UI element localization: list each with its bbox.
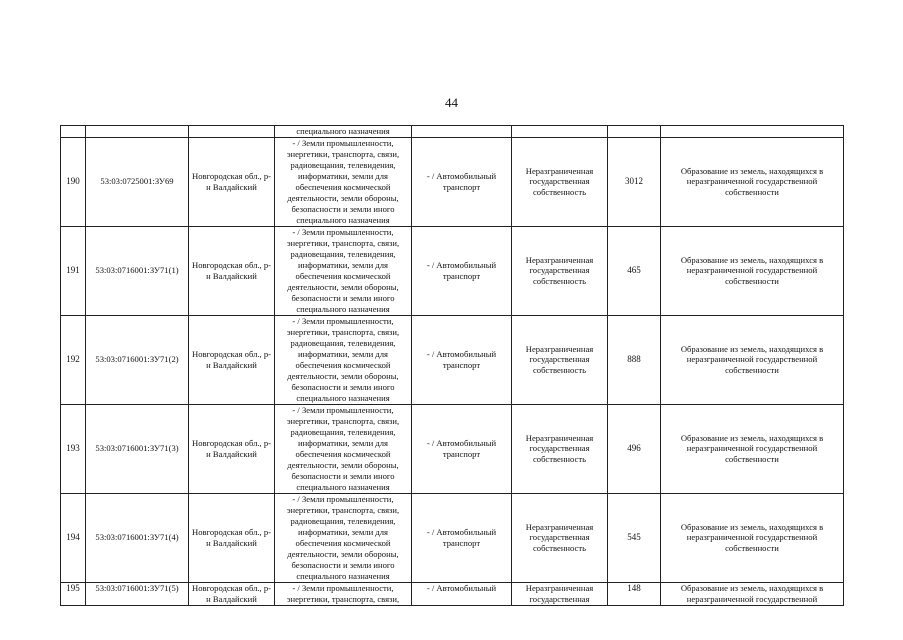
cell-empty — [608, 126, 661, 138]
cell-area: 3012 — [608, 137, 661, 226]
cell-area: 888 — [608, 315, 661, 404]
cell-category: - / Земли промышленности, энергетики, транспорта, связи, радиовещания, телевидения, информатики, земли для обеспечения космической деятельности, земли обороны, безопасности и земли иного специального назначения — [275, 493, 412, 582]
cell-number: 195 — [61, 582, 86, 605]
cell-area: 148 — [608, 582, 661, 605]
cell-empty — [189, 126, 275, 138]
cell-address: Новгородская обл., р-н Валдайский — [189, 315, 275, 404]
cell-ownership: Неразграниченная государственная собственность — [512, 315, 608, 404]
table-row — [61, 493, 844, 582]
cell-area: 465 — [608, 226, 661, 315]
cell-permitted-use: - / Автомобильный транспорт — [412, 226, 512, 315]
page-number: 44 — [445, 95, 458, 110]
table-row — [61, 404, 844, 493]
table-row — [61, 315, 844, 404]
cell-number: 194 — [61, 493, 86, 582]
cell-category: - / Земли промышленности, энергетики, транспорта, связи, радиовещания, телевидения, информатики, земли для обеспечения космической деятельности, земли обороны, безопасности и земли иного специального назначения — [275, 404, 412, 493]
cell-cadastral-number: 53:03:0725001:ЗУ69 — [86, 137, 189, 226]
table-row — [61, 582, 844, 605]
cell-address: Новгородская обл., р-н Валдайский — [189, 582, 275, 605]
cell-category: специального назначения — [275, 126, 412, 138]
cell-empty — [512, 126, 608, 138]
cell-formation-method: Образование из земель, находящихся в неразграниченной государственной собственности — [661, 315, 844, 404]
cell-cadastral-number: 53:03:0716001:ЗУ71(3) — [86, 404, 189, 493]
cell-empty — [412, 126, 512, 138]
cell-permitted-use: - / Автомобильный транспорт — [412, 315, 512, 404]
cell-category: - / Земли промышленности, энергетики, транспорта, связи, радиовещания, телевидения, информатики, земли для обеспечения космической деятельности, земли обороны, безопасности и земли иного специального назначения — [275, 315, 412, 404]
cell-address: Новгородская обл., р-н Валдайский — [189, 404, 275, 493]
cell-formation-method: Образование из земель, находящихся в неразграниченной государственной — [661, 582, 844, 605]
cell-permitted-use: - / Автомобильный — [412, 582, 512, 605]
cell-address: Новгородская обл., р-н Валдайский — [189, 493, 275, 582]
table-row — [61, 226, 844, 315]
cell-ownership: Неразграниченная государственная собственность — [512, 493, 608, 582]
cell-area: 545 — [608, 493, 661, 582]
cell-category: - / Земли промышленности, энергетики, транспорта, связи, радиовещания, телевидения, информатики, земли для обеспечения космической деятельности, земли обороны, безопасности и земли иного специального назначения — [275, 137, 412, 226]
table-row — [61, 137, 844, 226]
cell-category: - / Земли промышленности, энергетики, транспорта, связи, радиовещания, телевидения, информатики, земли для обеспечения космической деятельности, земли обороны, безопасности и земли иного специального назначения — [275, 226, 412, 315]
cell-cadastral-number: 53:03:0716001:ЗУ71(4) — [86, 493, 189, 582]
cell-number: 191 — [61, 226, 86, 315]
cell-formation-method: Образование из земель, находящихся в неразграниченной государственной собственности — [661, 493, 844, 582]
cell-number: 193 — [61, 404, 86, 493]
cell-category: - / Земли промышленности, энергетики, транспорта, связи, — [275, 582, 412, 605]
cell-empty — [86, 126, 189, 138]
cell-formation-method: Образование из земель, находящихся в неразграниченной государственной собственности — [661, 226, 844, 315]
cell-permitted-use: - / Автомобильный транспорт — [412, 137, 512, 226]
cell-formation-method: Образование из земель, находящихся в неразграниченной государственной собственности — [661, 137, 844, 226]
cell-ownership: Неразграниченная государственная собственность — [512, 404, 608, 493]
land-parcels-table — [60, 125, 844, 606]
cell-permitted-use: - / Автомобильный транспорт — [412, 493, 512, 582]
cell-empty — [61, 126, 86, 138]
cell-number: 192 — [61, 315, 86, 404]
cell-address: Новгородская обл., р-н Валдайский — [189, 137, 275, 226]
cell-area: 496 — [608, 404, 661, 493]
cell-ownership: Неразграниченная государственная — [512, 582, 608, 605]
cell-empty — [661, 126, 844, 138]
cell-cadastral-number: 53:03:0716001:ЗУ71(2) — [86, 315, 189, 404]
cell-ownership: Неразграниченная государственная собственность — [512, 226, 608, 315]
cell-number: 190 — [61, 137, 86, 226]
cell-cadastral-number: 53:03:0716001:ЗУ71(1) — [86, 226, 189, 315]
continuation-row — [61, 126, 844, 138]
cell-cadastral-number: 53:03:0716001:ЗУ71(5) — [86, 582, 189, 605]
cell-permitted-use: - / Автомобильный транспорт — [412, 404, 512, 493]
cell-formation-method: Образование из земель, находящихся в неразграниченной государственной собственности — [661, 404, 844, 493]
cell-address: Новгородская обл., р-н Валдайский — [189, 226, 275, 315]
cell-ownership: Неразграниченная государственная собственность — [512, 137, 608, 226]
